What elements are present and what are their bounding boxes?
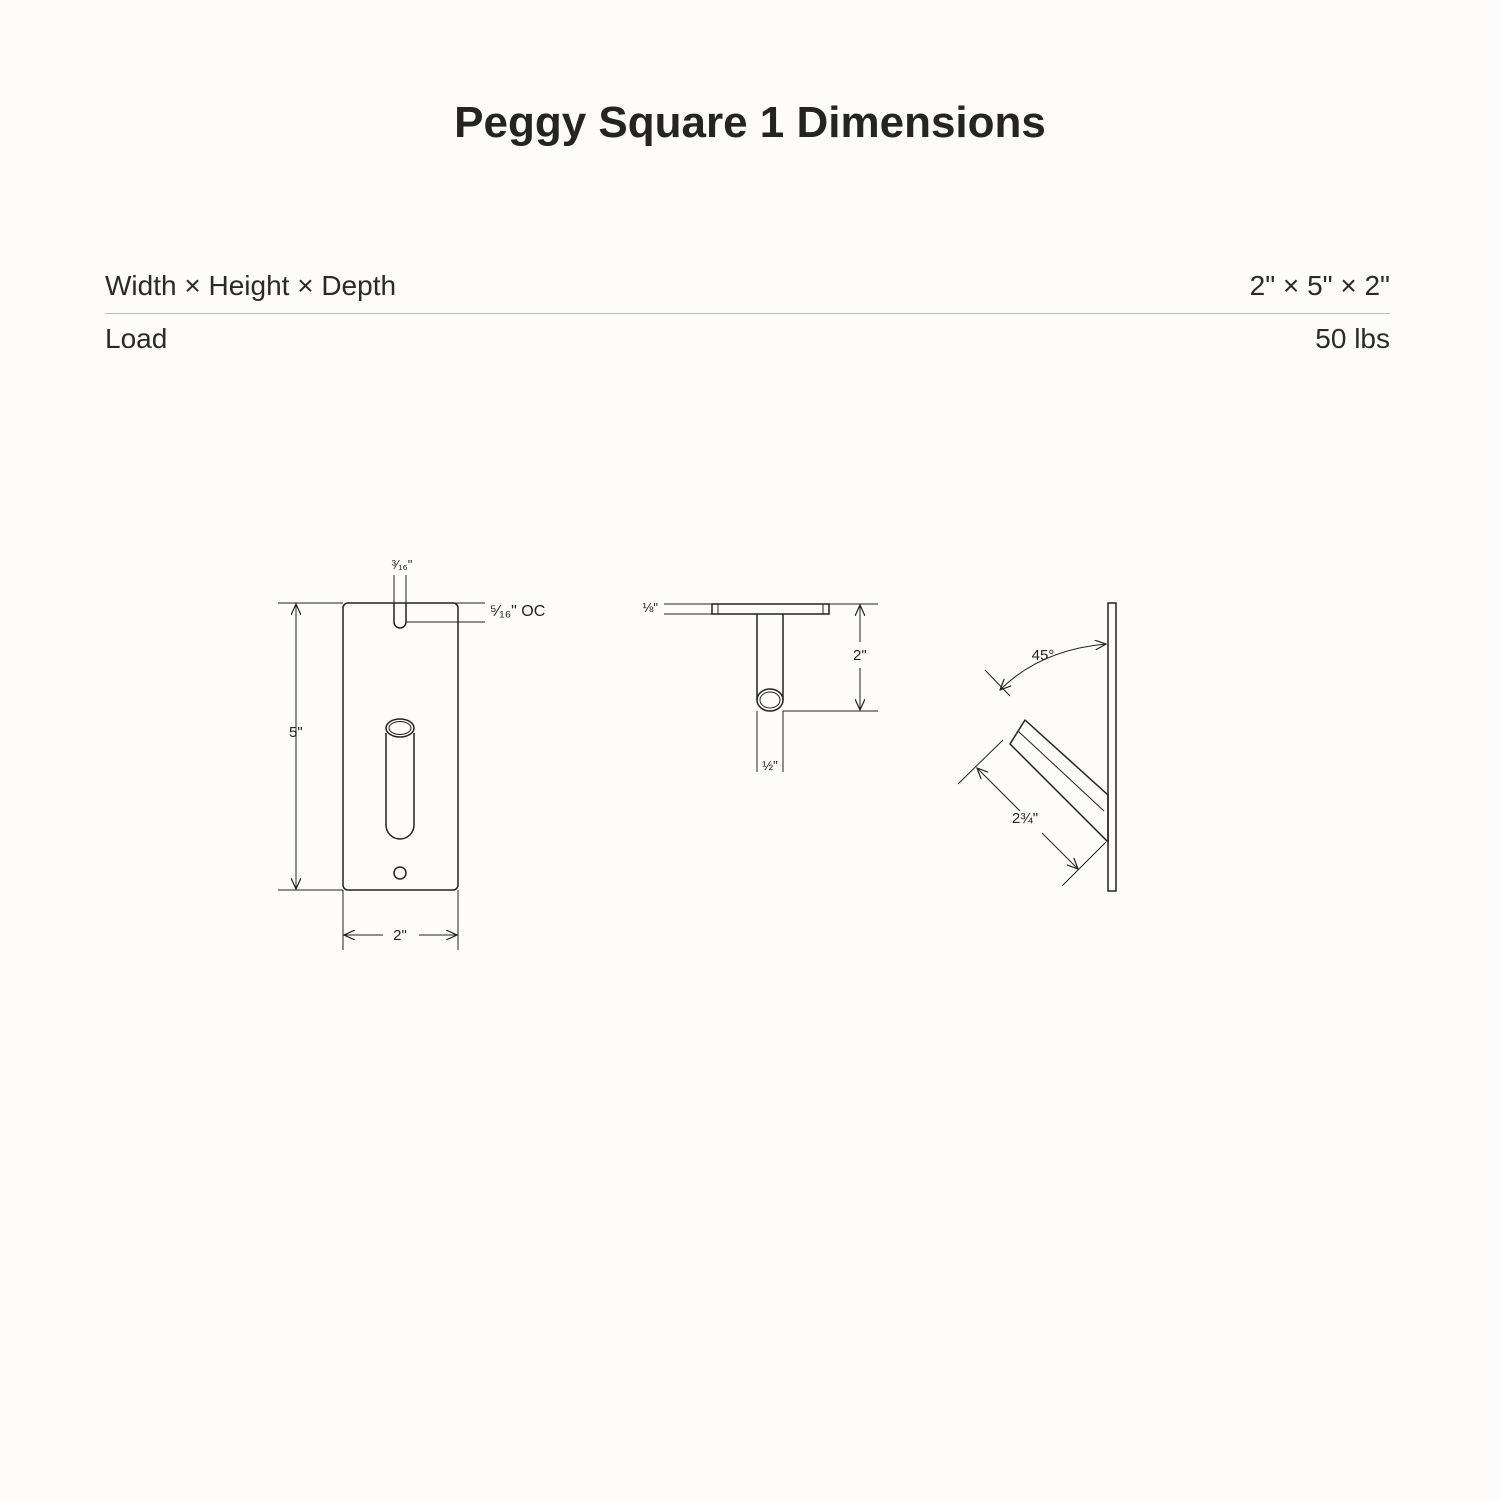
top-peg <box>757 614 783 700</box>
spec-value-dimensions: 2" × 5" × 2" <box>1249 270 1390 301</box>
page-title: Peggy Square 1 Dimensions <box>454 98 1046 147</box>
top-view <box>664 604 878 772</box>
top-diameter-label: ½" <box>762 758 778 773</box>
front-peg <box>386 733 414 839</box>
keyhole-slot <box>394 603 406 628</box>
top-thickness-label: ⅛" <box>642 600 658 615</box>
side-angle-label: 45° <box>1031 647 1055 664</box>
side-length-dim-line-a <box>977 768 1020 811</box>
front-offset-label: ⁵⁄₁₆" OC <box>490 603 546 620</box>
side-length-label: 2¾" <box>1011 810 1039 827</box>
front-slot-label: ³⁄₁₆" <box>391 557 413 572</box>
side-length-dim-line-b <box>1042 833 1078 869</box>
side-plate <box>1108 603 1116 891</box>
spec-label-dimensions: Width × Height × Depth <box>105 270 397 301</box>
top-length-label: 2" <box>853 647 867 664</box>
bottom-hole <box>394 867 406 879</box>
front-view <box>278 575 485 950</box>
front-plate <box>343 603 458 890</box>
spec-label-load: Load <box>105 323 168 354</box>
spec-value-load: 50 lbs <box>1315 323 1390 354</box>
front-height-label: 5" <box>289 724 303 741</box>
top-plate <box>712 604 829 614</box>
front-width-label: 2" <box>393 927 407 944</box>
